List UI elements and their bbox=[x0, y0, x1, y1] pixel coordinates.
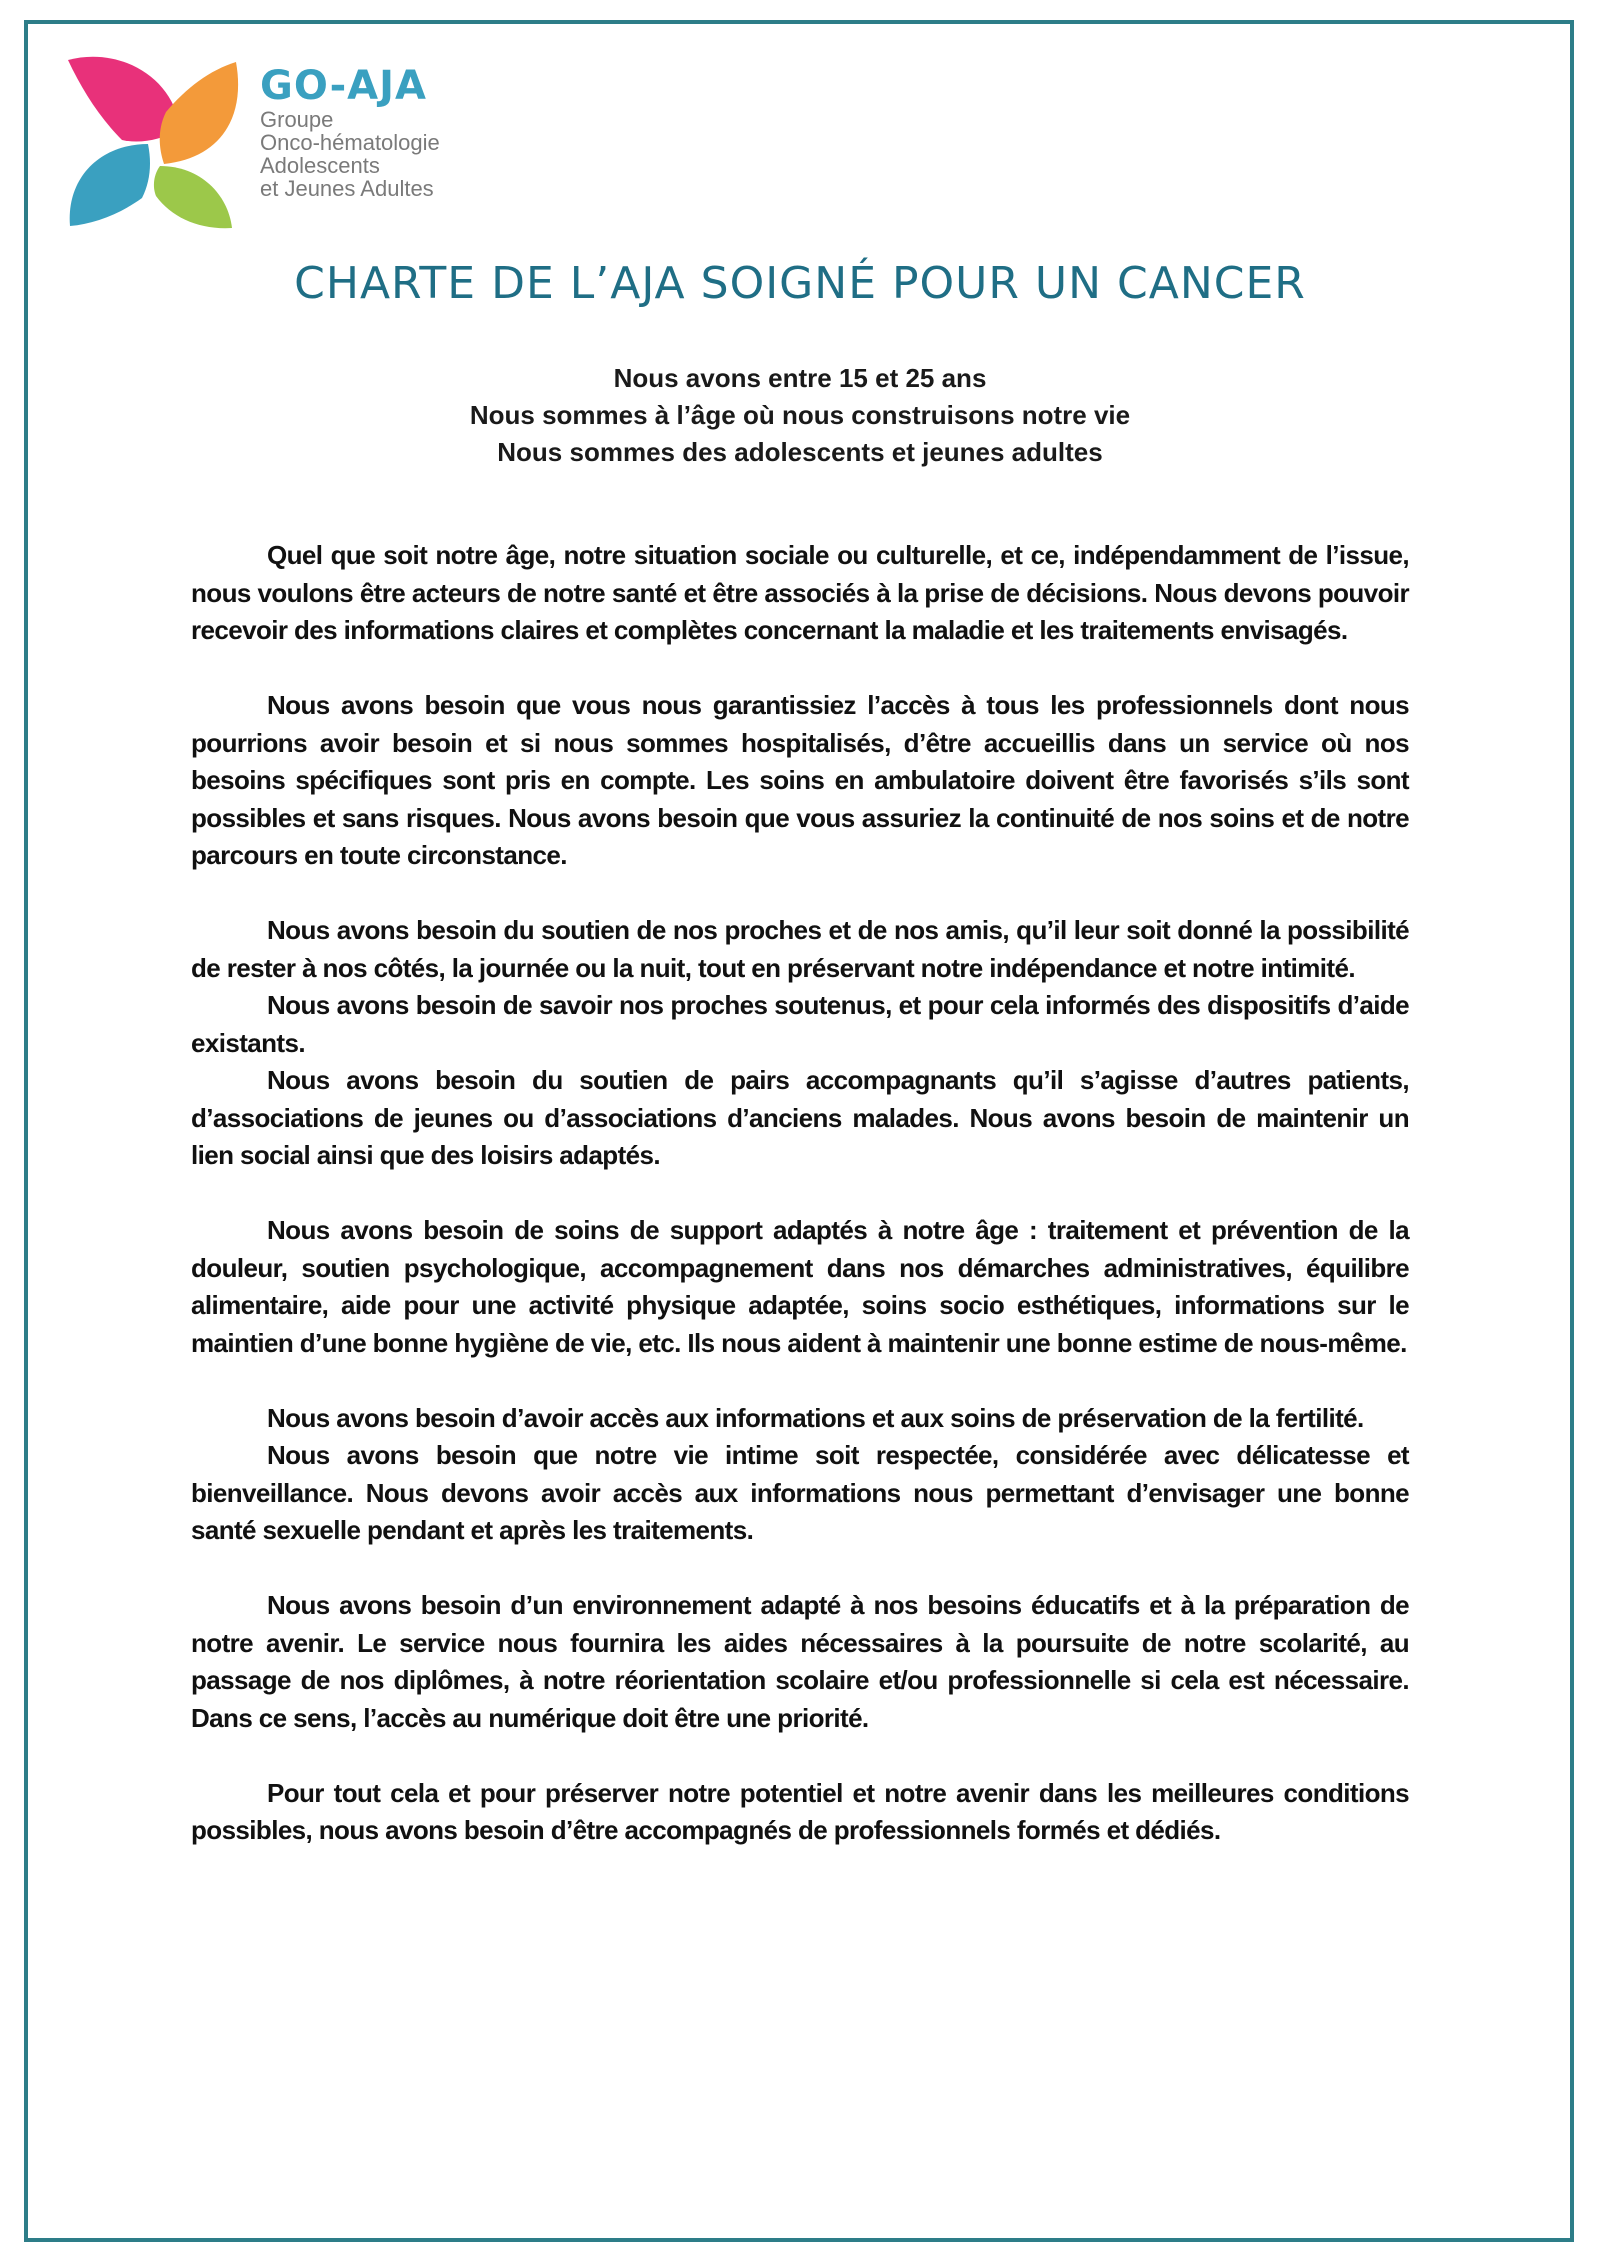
logo-line: Adolescents bbox=[260, 153, 380, 178]
paragraph: Nous avons besoin que notre vie intime soit respectée, considérée avec délicatesse et bienveillance. Nous devons avoir accès aux informations nous permettant d’envisager une bonne santé sexuelle pendant et après les traitements. bbox=[191, 1440, 1409, 1545]
paragraph: Nous avons besoin d’avoir accès aux informations et aux soins de préservation de la fertilité. bbox=[267, 1402, 1364, 1433]
go-aja-logo-icon bbox=[60, 48, 250, 233]
logo-green-blade bbox=[154, 166, 232, 228]
intro-line: Nous sommes à l’âge où nous construisons notre vie bbox=[469, 400, 1131, 430]
paragraph: Nous avons besoin du soutien de pairs accompagnants qu’il s’agisse d’autres patients, d’associations de jeunes ou d’associations d’anciens malades. Nous avons besoin de maintenir un lien social ainsi que des loisirs adaptés. bbox=[191, 1065, 1409, 1170]
intro-block bbox=[0, 360, 1600, 471]
logo-line: et Jeunes Adultes bbox=[260, 176, 434, 201]
intro-line: Nous sommes des adolescents et jeunes adultes bbox=[497, 437, 1103, 467]
logo-line: Groupe bbox=[260, 107, 334, 132]
paragraph: Nous avons besoin de savoir nos proches soutenus, et pour cela informés des dispositifs d’aide existants. bbox=[191, 990, 1409, 1058]
paragraph: Nous avons besoin d’un environnement adapté à nos besoins éducatifs et à la préparation de notre avenir. Le service nous fournira les aides nécessaires à la poursuite de notre scolarité, au passage de nos diplômes, à notre réorientation scolaire et/ou professionnelle si cela est nécessaire. Dans ce sens, l’accès au numérique doit être une priorité. bbox=[191, 1590, 1409, 1733]
logo-text bbox=[260, 64, 480, 200]
paragraph: Nous avons besoin de soins de support adaptés à notre âge : traitement et prévention de la douleur, soutien psychologique, accompagnement dans nos démarches administratives, équilibre alimentaire, aide pour une activité physique adaptée, soins socio esthétiques, informations sur le maintien d’une bonne hygiène de vie, etc. Ils nous aident à maintenir une bonne estime de nous-même. bbox=[191, 1215, 1409, 1358]
logo-orange-blade bbox=[160, 62, 238, 164]
paragraph: Quel que soit notre âge, notre situation sociale ou culturelle, et ce, indépendamment de l’issue, nous voulons être acteurs de notre santé et être associés à la prise de décisions. Nous devons pouvoir recevoir des informations claires et complètes concernant la maladie et les traitements envisagés. bbox=[191, 540, 1409, 645]
charter-body bbox=[191, 537, 1409, 1850]
paragraph: Nous avons besoin du soutien de nos proches et de nos amis, qu’il leur soit donné la possibilité de rester à nos côtés, la journée ou la nuit, tout en préservant notre indépendance et notre intimité. bbox=[191, 915, 1409, 983]
paragraph: Nous avons besoin que vous nous garantissiez l’accès à tous les professionnels dont nous pourrions avoir besoin et si nous sommes hospitalisés, d’être accueillis dans un service où nos besoins spécifiques sont pris en compte. Les soins en ambulatoire doivent être favorisés s’ils sont possibles et sans risques. Nous avons besoin que vous assuriez la continuité de nos soins et de notre parcours en toute circonstance. bbox=[191, 690, 1409, 870]
paragraph: Pour tout cela et pour préserver notre potentiel et notre avenir dans les meilleures conditions possibles, nous avons besoin d’être accompagnés de professionnels formés et dédiés. bbox=[191, 1777, 1409, 1845]
logo-line: Onco-hématologie bbox=[260, 130, 440, 155]
logo-blue-blade bbox=[70, 144, 150, 226]
logo-acronym: GO-AJA bbox=[260, 63, 427, 109]
go-aja-logo bbox=[60, 48, 460, 233]
document-title: CHARTE DE L’AJA SOIGNÉ POUR UN CANCER bbox=[294, 258, 1306, 309]
intro-line: Nous avons entre 15 et 25 ans bbox=[613, 363, 987, 393]
